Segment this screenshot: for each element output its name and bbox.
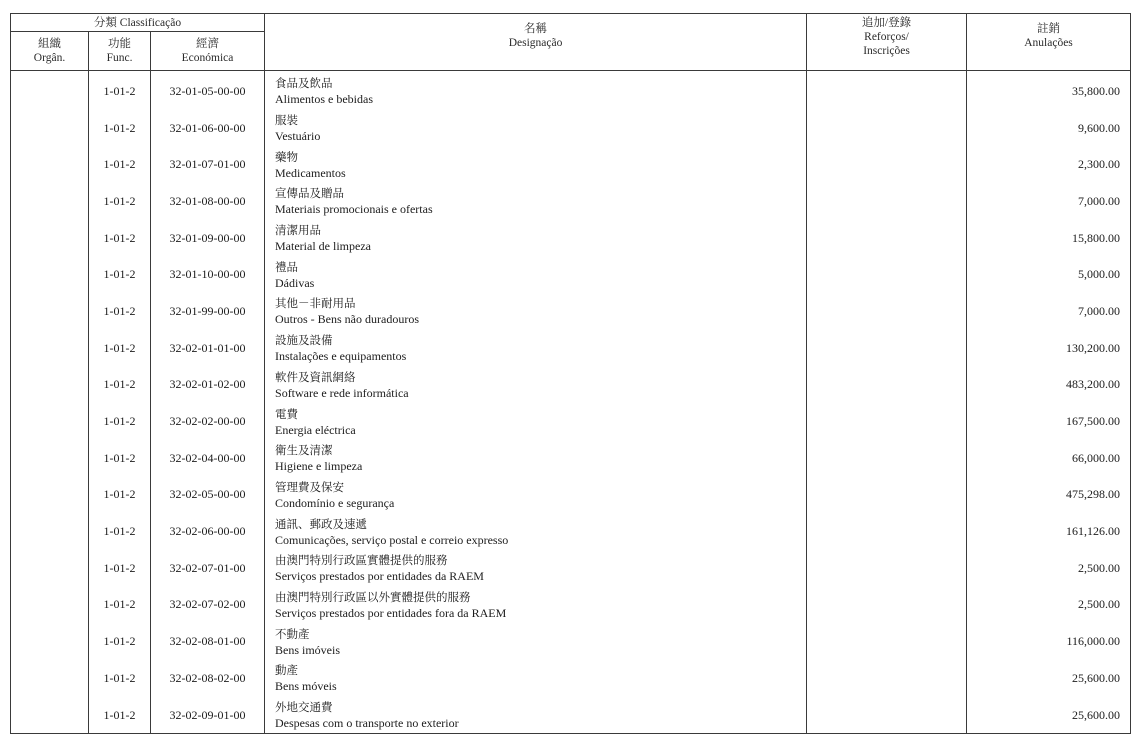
reinforcements-cell [807,110,967,147]
economic-header-pt: Económica [181,52,234,64]
economic-code-cell: 32-02-05-00-00 [151,477,265,514]
designation-pt: Bens móveis [275,679,337,694]
economic-code-cell: 32-01-99-00-00 [151,293,265,330]
designation-cell [265,623,807,660]
table-row [11,697,1131,734]
reinforcements-cell [807,183,967,220]
function-header [89,32,151,71]
cancellations-amount-cell: 475,298.00 [967,477,1131,514]
organ-cell [11,403,89,440]
organ-cell [11,623,89,660]
reinforcements-cell [807,256,967,293]
function-code-cell: 1-01-2 [89,110,151,147]
function-header-zh: 功能 [108,38,131,50]
designation-cell [265,293,807,330]
designation-pt: Instalações e equipamentos [275,349,407,364]
function-code-cell: 1-01-2 [89,697,151,734]
function-code-cell: 1-01-2 [89,660,151,697]
designation-cell [265,440,807,477]
designation-zh: 不動產 [275,626,310,641]
designation-zh: 由澳門特別行政區以外實體提供的服務 [275,589,471,604]
function-code-cell: 1-01-2 [89,513,151,550]
function-code-cell: 1-01-2 [89,367,151,404]
function-code-cell: 1-01-2 [89,403,151,440]
economic-header [151,32,265,71]
cancellations-amount-cell: 25,600.00 [967,697,1131,734]
reinforcements-cell [807,660,967,697]
function-header-pt: Func. [106,52,133,64]
economic-code-cell: 32-01-10-00-00 [151,256,265,293]
table-row [11,403,1131,440]
table-row [11,550,1131,587]
designation-pt: Materiais promocionais e ofertas [275,202,433,217]
designation-header [265,14,807,71]
classification-group-header: 分類 Classificação [11,14,265,32]
designation-pt: Software e rede informática [275,385,409,400]
designation-pt: Medicamentos [275,165,346,180]
function-code-cell: 1-01-2 [89,293,151,330]
designation-header-pt: Designação [508,37,563,49]
designation-cell [265,110,807,147]
organ-header-zh: 組織 [38,38,61,50]
organ-cell [11,110,89,147]
function-code-cell: 1-01-2 [89,71,151,110]
economic-code-cell: 32-02-08-01-00 [151,623,265,660]
cancellations-amount-cell: 130,200.00 [967,330,1131,367]
designation-pt: Dádivas [275,275,315,290]
designation-pt: Higiene e limpeza [275,459,363,474]
cancellations-amount-cell: 15,800.00 [967,220,1131,257]
designation-zh: 衛生及清潔 [275,443,333,458]
table-row [11,513,1131,550]
cancellations-amount-cell: 9,600.00 [967,110,1131,147]
designation-zh: 食品及飲品 [275,76,333,91]
economic-code-cell: 32-02-04-00-00 [151,440,265,477]
designation-zh: 通訊、郵政及速遞 [275,516,368,531]
reinforcements-cell [807,71,967,110]
designation-zh: 由澳門特別行政區實體提供的服務 [275,553,448,568]
economic-code-cell: 32-01-08-00-00 [151,183,265,220]
function-code-cell: 1-01-2 [89,330,151,367]
cancellations-amount-cell: 483,200.00 [967,367,1131,404]
designation-cell [265,71,807,110]
designation-zh: 服裝 [275,113,299,128]
reinforcements-header-pt1: Reforços/ [864,31,909,43]
designation-pt: Serviços prestados por entidades da RAEM [275,569,484,584]
economic-code-cell: 32-01-05-00-00 [151,71,265,110]
designation-cell [265,513,807,550]
designation-zh: 動產 [275,663,299,678]
organ-cell [11,477,89,514]
economic-code-cell: 32-02-07-02-00 [151,587,265,624]
function-code-cell: 1-01-2 [89,183,151,220]
reinforcements-cell [807,440,967,477]
organ-cell [11,367,89,404]
budget-table-sheet [10,13,1131,734]
designation-zh: 設施及設備 [275,333,333,348]
function-code-cell: 1-01-2 [89,623,151,660]
cancellations-amount-cell: 2,300.00 [967,146,1131,183]
designation-pt: Comunicações, serviço postal e correio expresso [275,532,509,547]
organ-cell [11,256,89,293]
reinforcements-header-pt2: Inscrições [863,45,910,57]
designation-pt: Bens imóveis [275,642,341,657]
cancellations-header-zh: 註銷 [1037,23,1061,35]
designation-cell [265,256,807,293]
reinforcements-cell [807,550,967,587]
function-code-cell: 1-01-2 [89,440,151,477]
economic-code-cell: 32-02-09-01-00 [151,697,265,734]
designation-cell [265,697,807,734]
reinforcements-cell [807,513,967,550]
economic-code-cell: 32-02-02-00-00 [151,403,265,440]
designation-zh: 管理費及保安 [275,479,345,494]
designation-pt: Material de limpeza [275,239,371,254]
reinforcements-header-zh: 追加/登錄 [861,17,912,29]
reinforcements-cell [807,403,967,440]
organ-cell [11,660,89,697]
cancellations-amount-cell: 7,000.00 [967,183,1131,220]
cancellations-amount-cell: 2,500.00 [967,587,1131,624]
designation-pt: Condomínio e segurança [275,495,395,510]
designation-cell [265,550,807,587]
organ-cell [11,146,89,183]
table-row [11,256,1131,293]
table-row [11,71,1131,110]
organ-header [11,32,89,71]
table-row [11,623,1131,660]
cancellations-amount-cell: 7,000.00 [967,293,1131,330]
designation-cell [265,146,807,183]
table-header [11,14,1131,71]
cancellations-header-pt: Anulações [1024,37,1073,49]
cancellations-amount-cell: 167,500.00 [967,403,1131,440]
designation-cell [265,403,807,440]
economic-code-cell: 32-01-06-00-00 [151,110,265,147]
designation-zh: 禮品 [275,259,299,274]
cancellations-amount-cell: 2,500.00 [967,550,1131,587]
function-code-cell: 1-01-2 [89,256,151,293]
cancellations-amount-cell: 66,000.00 [967,440,1131,477]
organ-cell [11,71,89,110]
economic-header-zh: 經濟 [196,38,219,50]
organ-cell [11,330,89,367]
designation-header-zh: 名稱 [524,23,548,35]
cancellations-amount-cell: 116,000.00 [967,623,1131,660]
designation-pt: Outros - Bens não duradouros [275,312,419,327]
function-code-cell: 1-01-2 [89,477,151,514]
designation-zh: 清潔用品 [275,223,322,238]
reinforcements-cell [807,330,967,367]
table-row [11,146,1131,183]
reinforcements-header [807,14,967,71]
table-row [11,330,1131,367]
economic-code-cell: 32-02-07-01-00 [151,550,265,587]
economic-code-cell: 32-02-06-00-00 [151,513,265,550]
organ-cell [11,220,89,257]
table-body [11,71,1131,734]
reinforcements-cell [807,367,967,404]
designation-zh: 軟件及資訊網絡 [275,369,356,384]
organ-cell [11,587,89,624]
reinforcements-cell [807,623,967,660]
budget-table [10,13,1131,734]
designation-zh: 宣傳品及贈品 [275,186,345,201]
table-row [11,293,1131,330]
table-row [11,477,1131,514]
table-row [11,220,1131,257]
cancellations-header [967,14,1131,71]
economic-code-cell: 32-01-07-01-00 [151,146,265,183]
function-code-cell: 1-01-2 [89,587,151,624]
reinforcements-cell [807,220,967,257]
designation-cell [265,220,807,257]
organ-cell [11,697,89,734]
cancellations-amount-cell: 25,600.00 [967,660,1131,697]
organ-header-pt: Orgân. [33,52,66,64]
function-code-cell: 1-01-2 [89,550,151,587]
designation-zh: 外地交通費 [275,700,333,715]
reinforcements-cell [807,293,967,330]
table-row [11,110,1131,147]
reinforcements-cell [807,697,967,734]
function-code-cell: 1-01-2 [89,220,151,257]
table-row [11,587,1131,624]
designation-pt: Despesas com o transporte no exterior [275,716,459,731]
designation-cell [265,660,807,697]
reinforcements-cell [807,587,967,624]
designation-pt: Energia eléctrica [275,422,356,437]
designation-cell [265,587,807,624]
organ-cell [11,513,89,550]
reinforcements-cell [807,477,967,514]
economic-code-cell: 32-02-01-01-00 [151,330,265,367]
designation-zh: 其他－非耐用品 [275,296,356,311]
table-row [11,183,1131,220]
designation-zh: 電費 [275,406,299,421]
table-row [11,440,1131,477]
reinforcements-cell [807,146,967,183]
cancellations-amount-cell: 5,000.00 [967,256,1131,293]
function-code-cell: 1-01-2 [89,146,151,183]
economic-code-cell: 32-01-09-00-00 [151,220,265,257]
table-row [11,367,1131,404]
designation-cell [265,183,807,220]
table-row [11,660,1131,697]
organ-cell [11,440,89,477]
cancellations-amount-cell: 161,126.00 [967,513,1131,550]
organ-cell [11,183,89,220]
organ-cell [11,293,89,330]
designation-cell [265,367,807,404]
organ-cell [11,550,89,587]
designation-cell [265,477,807,514]
designation-cell [265,330,807,367]
designation-pt: Serviços prestados por entidades fora da RAEM [275,605,507,620]
cancellations-amount-cell: 35,800.00 [967,71,1131,110]
economic-code-cell: 32-02-08-02-00 [151,660,265,697]
designation-pt: Alimentos e bebidas [275,92,373,107]
economic-code-cell: 32-02-01-02-00 [151,367,265,404]
designation-zh: 藥物 [275,149,299,164]
designation-pt: Vestuário [275,129,321,144]
